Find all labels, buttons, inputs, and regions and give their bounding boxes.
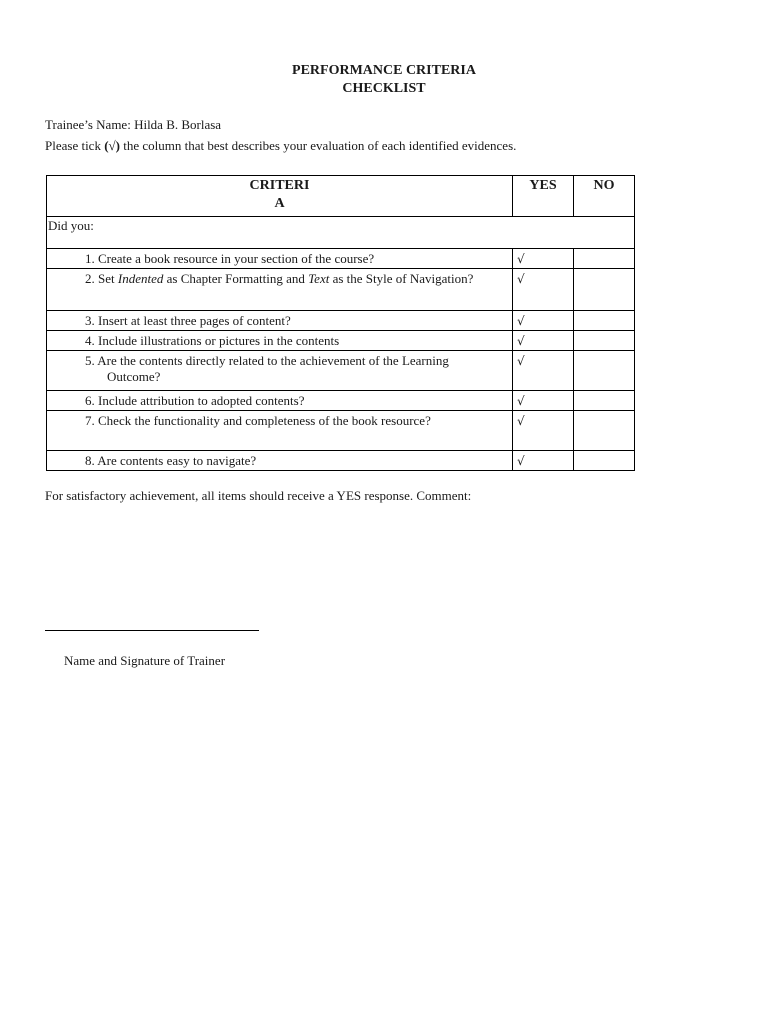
yes-tick-5: √ bbox=[513, 351, 574, 391]
yes-tick-4: √ bbox=[513, 331, 574, 351]
item-number: 7. bbox=[85, 413, 95, 428]
criteria-item-4 bbox=[47, 331, 513, 351]
intro-row bbox=[47, 217, 635, 249]
table-header-row bbox=[47, 176, 635, 217]
instruction-tick-symbol: (√) bbox=[104, 138, 121, 153]
item-number: 3. bbox=[85, 313, 95, 328]
yes-tick-3: √ bbox=[513, 311, 574, 331]
instruction-before: Please tick bbox=[45, 138, 105, 153]
table-row bbox=[47, 331, 635, 351]
table-row bbox=[47, 351, 635, 391]
trainee-name: Hilda B. Borlasa bbox=[134, 117, 222, 132]
item-text-emphasis: Indented bbox=[117, 271, 164, 286]
criteria-item-5 bbox=[47, 351, 513, 391]
trainee-label: Trainee’s Name: bbox=[45, 117, 135, 132]
table-row bbox=[47, 269, 635, 311]
yes-tick-7: √ bbox=[513, 411, 574, 451]
criteria-item-8 bbox=[47, 451, 513, 471]
criteria-item-1 bbox=[47, 249, 513, 269]
item-text-part: as the Style of Navigation? bbox=[329, 271, 474, 286]
no-cell-5 bbox=[574, 351, 635, 391]
item-text: Include illustrations or pictures in the contents bbox=[98, 333, 340, 348]
table-row bbox=[47, 311, 635, 331]
no-cell-8 bbox=[574, 451, 635, 471]
header-yes: YES bbox=[513, 176, 574, 217]
header-criteria-line1: CRITERI bbox=[249, 178, 310, 193]
header-no: NO bbox=[574, 176, 635, 217]
no-cell-1 bbox=[574, 249, 635, 269]
intro-did-you: Did you: bbox=[47, 217, 635, 249]
instruction-after: the column that best describes your evaluation of each identified evidences. bbox=[120, 138, 517, 153]
item-number: 6. bbox=[85, 393, 95, 408]
signature-line bbox=[45, 630, 259, 631]
no-cell-3 bbox=[574, 311, 635, 331]
header-criteria-line2: A bbox=[274, 196, 285, 211]
table-row bbox=[47, 451, 635, 471]
table-row bbox=[47, 249, 635, 269]
table-row bbox=[47, 391, 635, 411]
criteria-item-6 bbox=[47, 391, 513, 411]
item-text: Are the contents directly related to the achievement of the Learning bbox=[97, 353, 449, 368]
yes-tick-8: √ bbox=[513, 451, 574, 471]
no-cell-7 bbox=[574, 411, 635, 451]
header-criteria bbox=[47, 176, 513, 217]
satisfactory-note: For satisfactory achievement, all items should receive a YES response. Comment: bbox=[45, 488, 472, 503]
no-cell-6 bbox=[574, 391, 635, 411]
item-number: 5. bbox=[85, 353, 95, 368]
yes-tick-6: √ bbox=[513, 391, 574, 411]
item-number: 1. bbox=[85, 251, 95, 266]
table-row bbox=[47, 411, 635, 451]
trainee-name-line bbox=[45, 117, 221, 133]
item-text-part: Set bbox=[98, 271, 118, 286]
item-number: 8. bbox=[85, 453, 95, 468]
item-text: Are contents easy to navigate? bbox=[97, 453, 257, 468]
item-text: Check the functionality and completeness of the book resource? bbox=[98, 413, 431, 428]
item-text-part: as Chapter Formatting and bbox=[163, 271, 309, 286]
item-text: Include attribution to adopted contents? bbox=[98, 393, 305, 408]
yes-tick-1: √ bbox=[513, 249, 574, 269]
item-text-emphasis: Text bbox=[308, 271, 330, 286]
no-cell-2 bbox=[574, 269, 635, 311]
item-number: 4. bbox=[85, 333, 95, 348]
no-cell-4 bbox=[574, 331, 635, 351]
document-title-line2: CHECKLIST bbox=[342, 81, 426, 96]
item-text: Create a book resource in your section of the course? bbox=[98, 251, 375, 266]
item-text: Insert at least three pages of content? bbox=[98, 313, 291, 328]
document-title-line1: PERFORMANCE CRITERIA bbox=[292, 63, 476, 78]
instruction-line bbox=[45, 138, 516, 154]
criteria-checklist-table bbox=[46, 175, 635, 471]
item-number: 2. bbox=[85, 271, 95, 286]
item-text-continued: Outcome? bbox=[107, 369, 161, 384]
yes-tick-2: √ bbox=[513, 269, 574, 311]
criteria-item-2 bbox=[47, 269, 513, 311]
criteria-item-7 bbox=[47, 411, 513, 451]
criteria-item-3 bbox=[47, 311, 513, 331]
signature-label: Name and Signature of Trainer bbox=[64, 653, 226, 668]
